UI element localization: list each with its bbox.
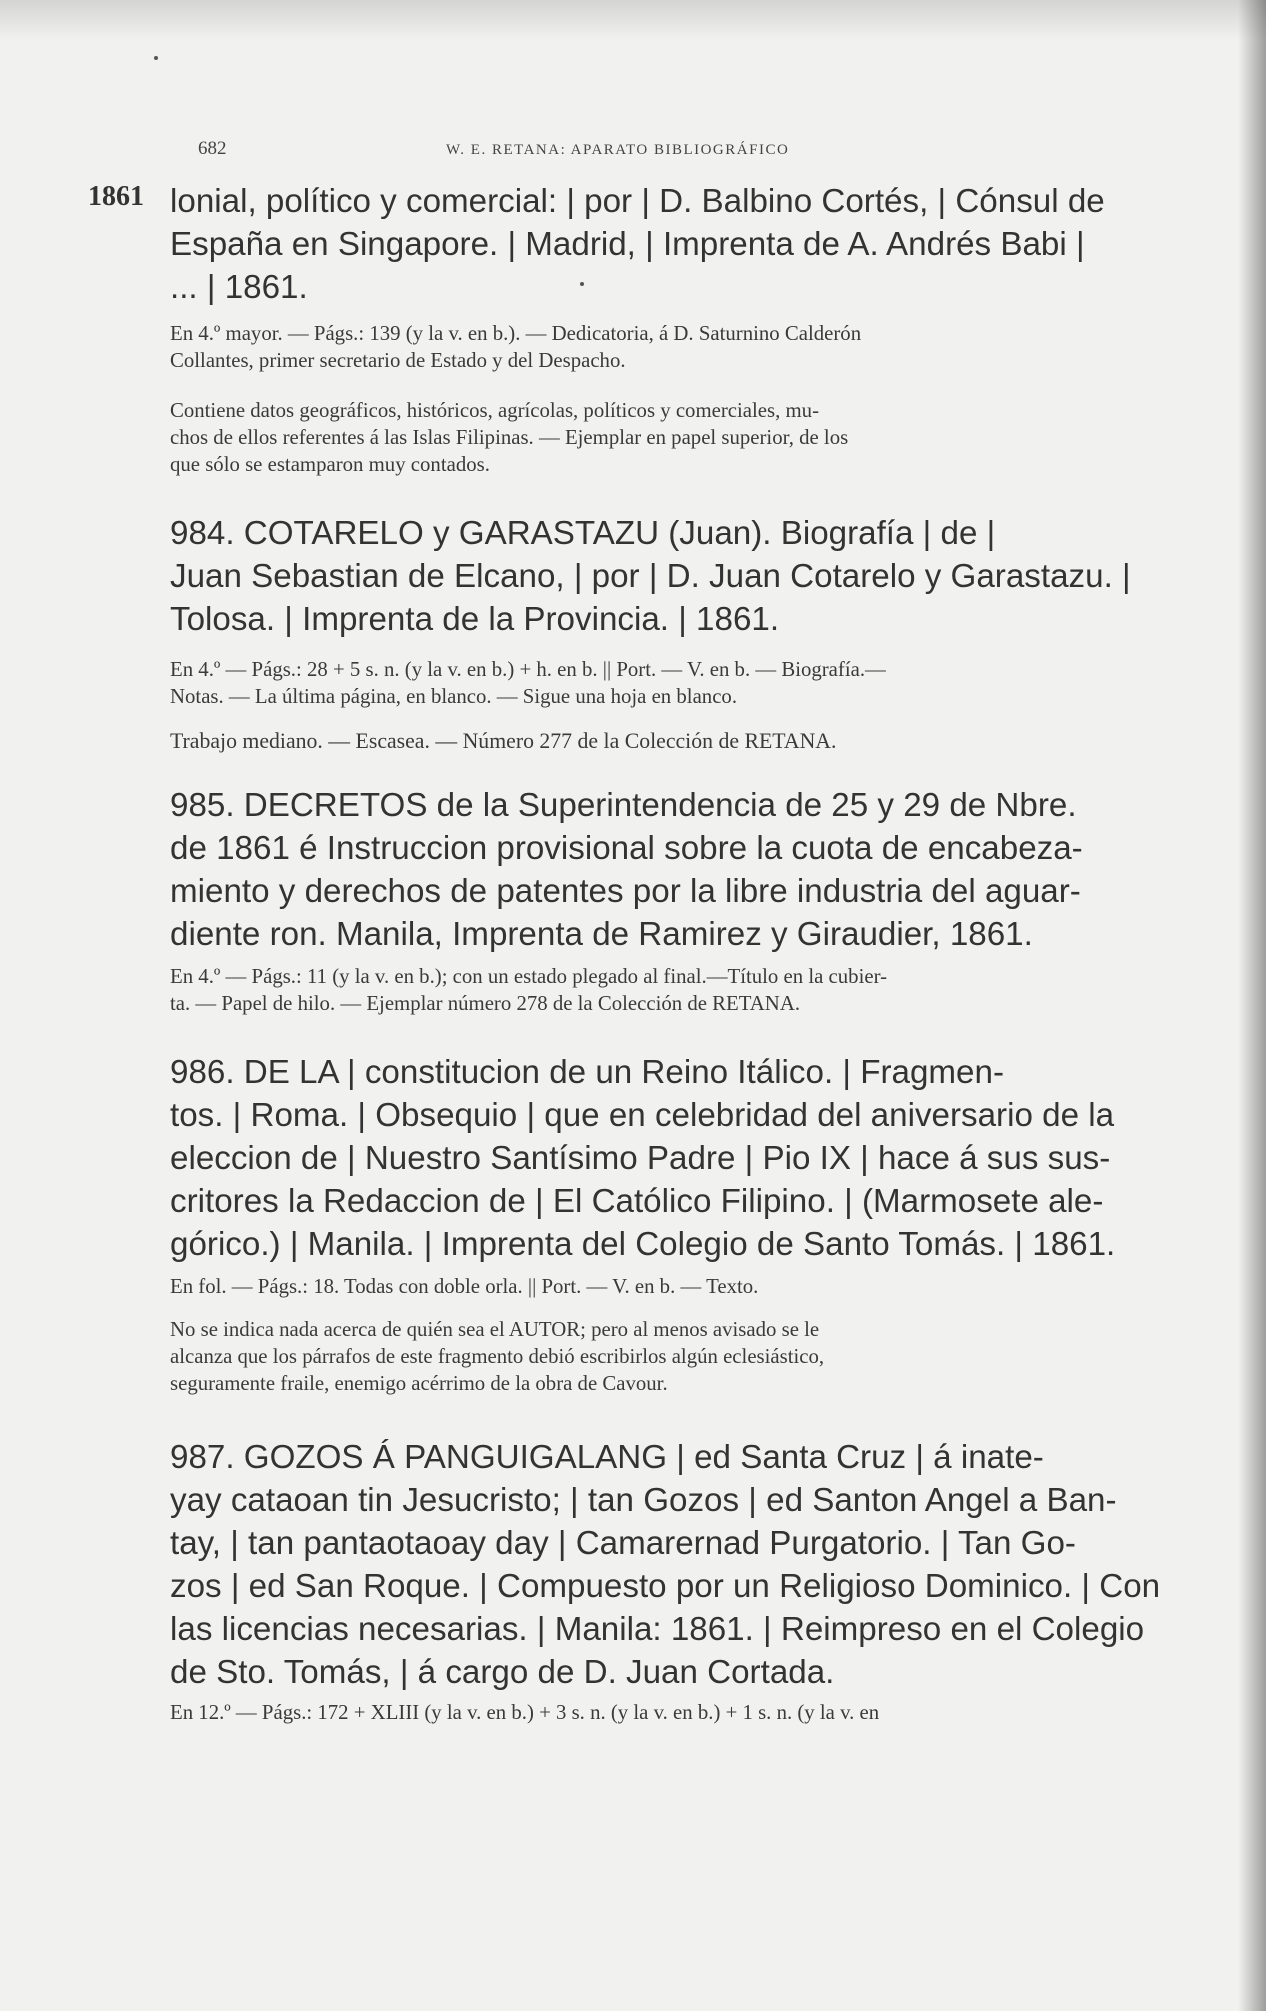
page-number: 682 <box>198 138 227 159</box>
entry-985-line: diente ron. Manila, Imprenta de Ramirez y Giraudier, 1861. <box>170 916 1033 953</box>
year-marker: 1861 <box>88 181 144 212</box>
entry-986-comment-line: seguramente fraile, enemigo acérrimo de la obra de Cavour. <box>170 1371 668 1395</box>
entry-986-line: tos. | Roma. | Obsequio | que en celebridad del aniversario de la <box>170 1097 1115 1134</box>
entry-986-line: critores la Redaccion de | El Católico Filipino. | (Marmosete ale- <box>170 1183 1104 1220</box>
entry-986-comment <box>170 1316 1180 1397</box>
entry-987-notes <box>170 1699 1180 1726</box>
entry-986-comment-line: No se indica nada acerca de quién sea el AUTOR; pero al menos avisado se le <box>170 1317 820 1341</box>
entry-987-line: zos | ed San Roque. | Compuesto por un Religioso Dominico. | Con <box>170 1568 1161 1605</box>
entry-986-line: górico.) | Manila. | Imprenta del Colegio de Santo Tomás. | 1861. <box>170 1226 1116 1263</box>
entry-986-title <box>170 1051 1180 1266</box>
entry-983-notes <box>170 320 1180 374</box>
entry-984-title <box>170 512 1180 641</box>
entry-983-line: ... | 1861. <box>170 269 308 306</box>
entry-983-comment-line: que sólo se estamparon muy contados. <box>170 452 490 476</box>
entry-985-line: de 1861 é Instruccion provisional sobre la cuota de encabeza- <box>170 830 1083 867</box>
entry-985-note: En 4.º — Págs.: 11 (y la v. en b.); con un estado plegado al final.—Título en la cubier- <box>170 964 888 988</box>
entry-984-note: En 4.º — Págs.: 28 + 5 s. n. (y la v. en b.) + h. en b. || Port. — V. en b. — Biografía.— <box>170 657 886 681</box>
entry-983-line: lonial, político y comercial: | por | D. Balbino Cortés, | Cónsul de <box>170 183 1105 220</box>
entry-984-comment <box>170 726 1180 756</box>
entry-985-note: ta. — Papel de hilo. — Ejemplar número 278 de la Colección de RETANA. <box>170 991 801 1015</box>
entry-983-comment <box>170 397 1180 478</box>
speck <box>154 56 158 60</box>
scan-shadow-right <box>1238 0 1266 2011</box>
entry-983-note: En 4.º mayor. — Págs.: 139 (y la v. en b.). — Dedicatoria, á D. Saturnino Calderón <box>170 321 862 345</box>
entry-983-comment-line: chos de ellos referentes á las Islas Filipinas. — Ejemplar en papel superior, de los <box>170 425 849 449</box>
entry-985-line: 985. DECRETOS de la Superintendencia de 25 y 29 de Nbre. <box>170 787 1077 824</box>
running-header <box>198 138 928 162</box>
entry-984-line: 984. COTARELO y GARASTAZU (Juan). Biografía | de | <box>170 515 996 552</box>
entry-987-note: En 12.º — Págs.: 172 + XLIII (y la v. en b.) + 3 s. n. (y la v. en b.) + 1 s. n. (y la v. en <box>170 1700 880 1724</box>
entry-985-title <box>170 784 1180 956</box>
entry-986-notes <box>170 1273 1180 1300</box>
entry-983-comment-line: Contiene datos geográficos, históricos, agrícolas, políticos y comerciales, mu- <box>170 398 820 422</box>
running-title: W. E. RETANA: APARATO BIBLIOGRÁFICO <box>446 142 790 158</box>
entry-987-line: de Sto. Tomás, | á cargo de D. Juan Cortada. <box>170 1654 835 1691</box>
entry-983-note: Collantes, primer secretario de Estado y del Despacho. <box>170 348 626 372</box>
entry-984-line: Juan Sebastian de Elcano, | por | D. Juan Cotarelo y Garastazu. | <box>170 558 1131 595</box>
entry-983-title <box>170 180 1180 309</box>
entry-987-line: las licencias necesarias. | Manila: 1861. | Reimpreso en el Colegio <box>170 1611 1145 1648</box>
entry-984-notes <box>170 656 1180 710</box>
entry-987-line: yay cataoan tin Jesucristo; | tan Gozos | ed Santon Angel a Ban- <box>170 1482 1117 1519</box>
entry-984-line: Tolosa. | Imprenta de la Provincia. | 1861. <box>170 601 780 638</box>
scan-shadow-top <box>0 0 1266 40</box>
entry-985-line: miento y derechos de patentes por la libre industria del aguar- <box>170 873 1081 910</box>
entry-986-line: 986. DE LA | constitucion de un Reino Itálico. | Fragmen- <box>170 1054 1004 1091</box>
entry-987-line: tay, | tan pantaotaoay day | Camarernad Purgatorio. | Tan Go- <box>170 1525 1076 1562</box>
entry-987-title <box>170 1436 1180 1694</box>
entry-986-comment-line: alcanza que los párrafos de este fragmento debió escribirlos algún eclesiástico, <box>170 1344 825 1368</box>
entry-983-line: España en Singapore. | Madrid, | Imprenta de A. Andrés Babi | <box>170 226 1085 263</box>
entry-986-note: En fol. — Págs.: 18. Todas con doble orla. || Port. — V. en b. — Texto. <box>170 1274 759 1298</box>
entry-984-note: Notas. — La última página, en blanco. — Sigue una hoja en blanco. <box>170 684 738 708</box>
entry-987-line: 987. GOZOS Á PANGUIGALANG | ed Santa Cruz | á inate- <box>170 1439 1044 1476</box>
entry-984-comment-line: Trabajo mediano. — Escasea. — Número 277 de la Colección de RETANA. <box>170 728 837 753</box>
entry-985-notes <box>170 963 1180 1017</box>
entry-986-line: eleccion de | Nuestro Santísimo Padre | Pio IX | hace á sus sus- <box>170 1140 1111 1177</box>
